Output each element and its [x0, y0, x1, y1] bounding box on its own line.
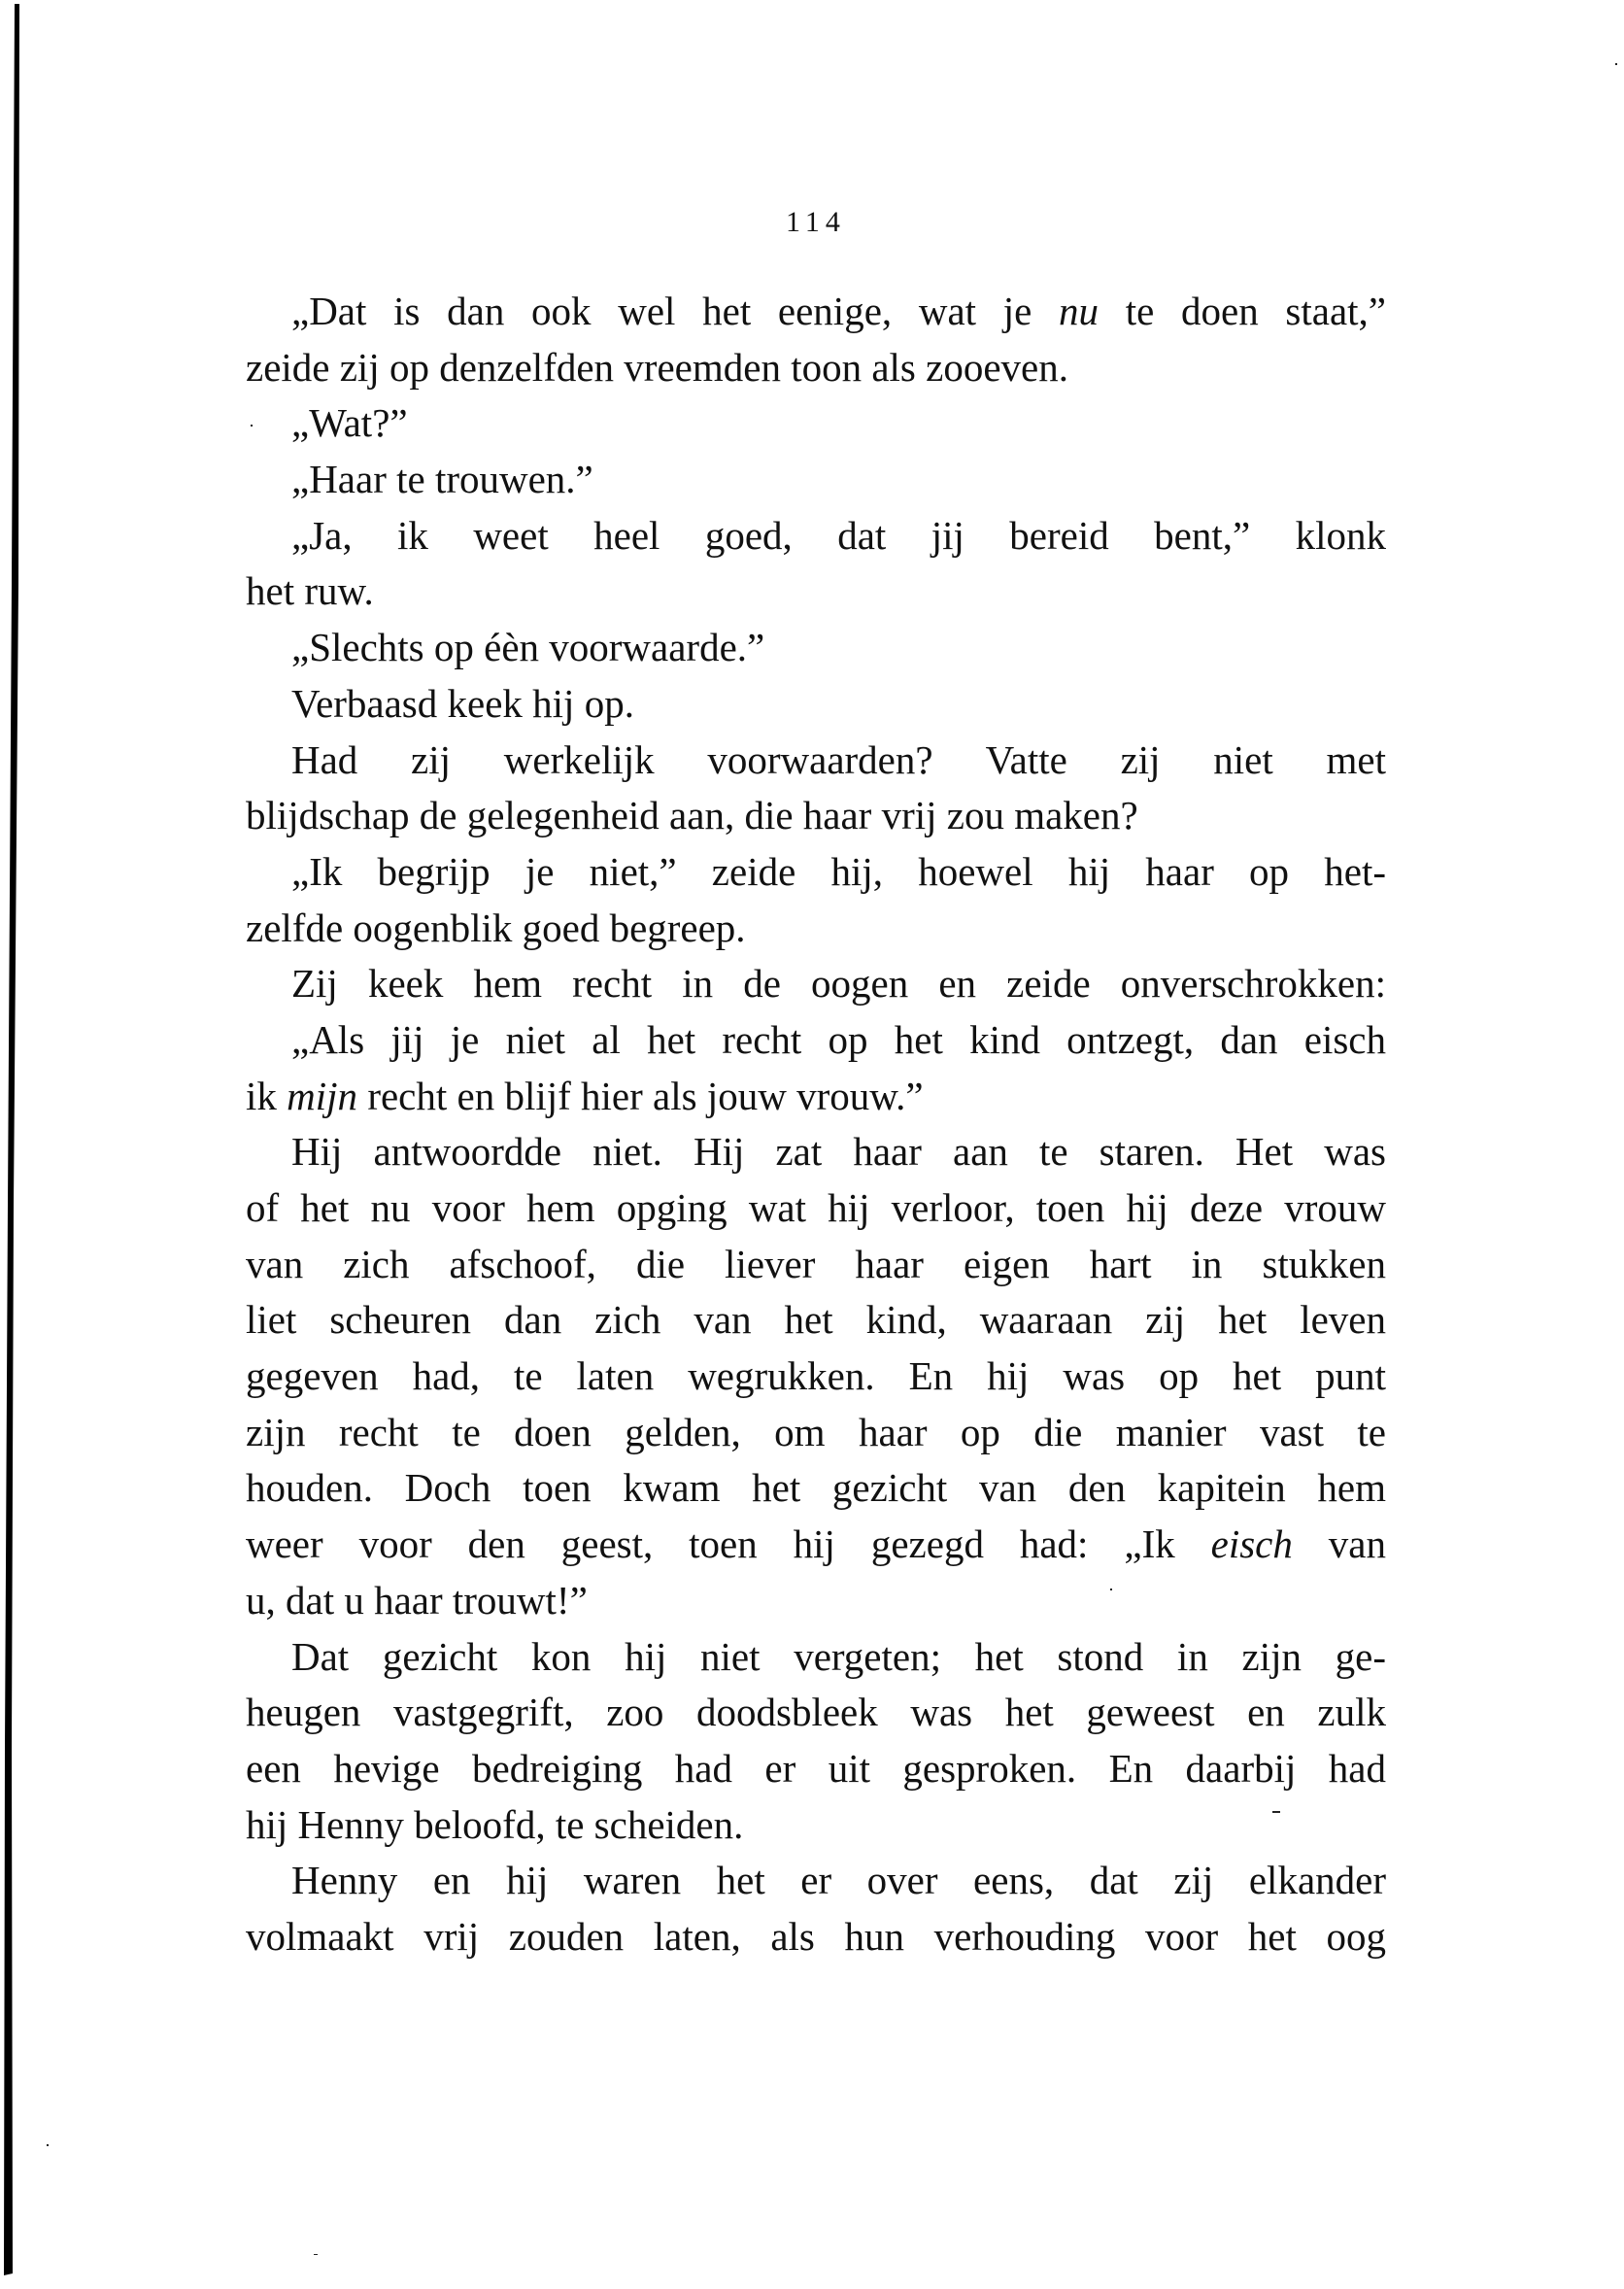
text-run: een hevige bedreiging had er uit gesproken. En daarbij had	[246, 1745, 1386, 1791]
scan-speck	[1110, 1589, 1112, 1590]
text-line	[246, 1853, 1386, 1909]
text-line	[246, 1629, 1386, 1686]
text-line	[246, 620, 1386, 676]
text-line	[246, 1349, 1386, 1405]
text-line	[246, 788, 1386, 844]
text-line	[246, 676, 1386, 733]
text-line	[246, 1460, 1386, 1517]
text-run: zelfde oogenblik goed begreep.	[246, 905, 746, 950]
text-run: recht en blijf hier als jouw vrouw.”	[357, 1073, 924, 1118]
text-run: of het nu voor hem opging wat hij verloor, toen hij deze vrouw	[246, 1185, 1386, 1230]
text-run: van	[1292, 1521, 1387, 1567]
text-run: blijdschap de gelegenheid aan, die haar vrij zou maken?	[246, 793, 1138, 838]
text-line	[246, 508, 1386, 564]
text-line	[246, 284, 1386, 340]
text-run: heugen vastgegrift, zoo doodsbleek was het geweest en zulk	[246, 1690, 1386, 1735]
text-run: het ruw.	[246, 568, 374, 614]
text-run: Dat gezicht kon hij niet vergeten; het stond in zijn ge-	[291, 1633, 1386, 1679]
text-run: „Ja, ik weet heel goed, dat jij bereid bent,” klonk	[291, 512, 1386, 558]
text-run: van zich afschoof, die liever haar eigen hart in stukken	[246, 1241, 1386, 1286]
text-run: gegeven had, te laten wegrukken. En hij was op het punt	[246, 1353, 1386, 1399]
text-run: „Slechts op éèn voorwaarde.”	[291, 625, 765, 670]
italic-run: eisch	[1210, 1521, 1293, 1567]
text-line	[246, 844, 1386, 901]
scan-speck	[314, 2254, 318, 2255]
text-line	[246, 452, 1386, 508]
text-line	[246, 1797, 1386, 1854]
text-line	[246, 340, 1386, 396]
text-run: liet scheuren dan zich van het kind, waaraan zij het leven	[246, 1297, 1386, 1343]
text-run: te doen staat,”	[1099, 289, 1386, 333]
text-run: „Dat is dan ook wel het eenige, wat je	[291, 289, 1060, 333]
text-line	[246, 733, 1386, 789]
text-line	[246, 564, 1386, 620]
text-run: weer voor den geest, toen hij gezegd had: „Ik	[246, 1521, 1211, 1567]
page-number: 114	[786, 206, 846, 238]
text-line	[246, 1517, 1386, 1573]
text-run: zijn recht te doen gelden, om haar op die manier vast te	[246, 1409, 1386, 1454]
text-line	[246, 1573, 1386, 1629]
text-run: „Ik begrijp je niet,” zeide hij, hoewel hij haar op het-	[291, 848, 1386, 894]
text-run: volmaakt vrij zouden laten, als hun verhouding voor het oog	[246, 1913, 1386, 1959]
text-line	[246, 956, 1386, 1012]
text-line	[246, 1909, 1386, 1965]
text-line	[246, 395, 1386, 452]
text-line	[246, 1237, 1386, 1293]
text-run: hij Henny beloofd, te scheiden.	[246, 1801, 744, 1847]
scan-speck	[1272, 1811, 1280, 1813]
italic-run: nu	[1059, 289, 1100, 333]
text-line	[246, 901, 1386, 957]
text-run: Had zij werkelijk voorwaarden? Vatte zij niet met	[291, 736, 1386, 782]
text-line	[246, 1012, 1386, 1069]
text-line	[246, 1405, 1386, 1461]
text-line	[246, 1124, 1386, 1180]
text-line	[246, 1292, 1386, 1349]
text-run: Verbaasd keek hij op.	[291, 680, 634, 726]
text-run: Henny en hij waren het er over eens, dat zij elkander	[291, 1858, 1386, 1903]
italic-run: mijn	[287, 1073, 358, 1118]
text-run: Hij antwoordde niet. Hij zat haar aan te staren. Het was	[291, 1129, 1386, 1175]
text-run: zeide zij op denzelfden vreemden toon als zooeven.	[246, 344, 1068, 390]
binding-edge-line	[0, 0, 39, 2289]
text-run: „Haar te trouwen.”	[291, 457, 593, 502]
scan-speck	[1615, 63, 1617, 65]
text-run: „Als jij je niet al het recht op het kind ontzegt, dan eisch	[291, 1016, 1386, 1062]
scan-speck	[251, 425, 253, 427]
text-line	[246, 1069, 1386, 1125]
text-line	[246, 1685, 1386, 1741]
text-run: u, dat u haar trouwt!”	[246, 1577, 588, 1623]
scan-speck	[47, 2144, 49, 2146]
text-run: Zij keek hem recht in de oogen en zeide onverschrokken:	[291, 961, 1386, 1007]
body-text	[246, 284, 1386, 1965]
text-line	[246, 1180, 1386, 1237]
text-run: „Wat?”	[291, 400, 408, 446]
text-run: houden. Doch toen kwam het gezicht van den kapitein hem	[246, 1465, 1386, 1511]
text-line	[246, 1741, 1386, 1797]
text-run: ik	[246, 1073, 288, 1118]
